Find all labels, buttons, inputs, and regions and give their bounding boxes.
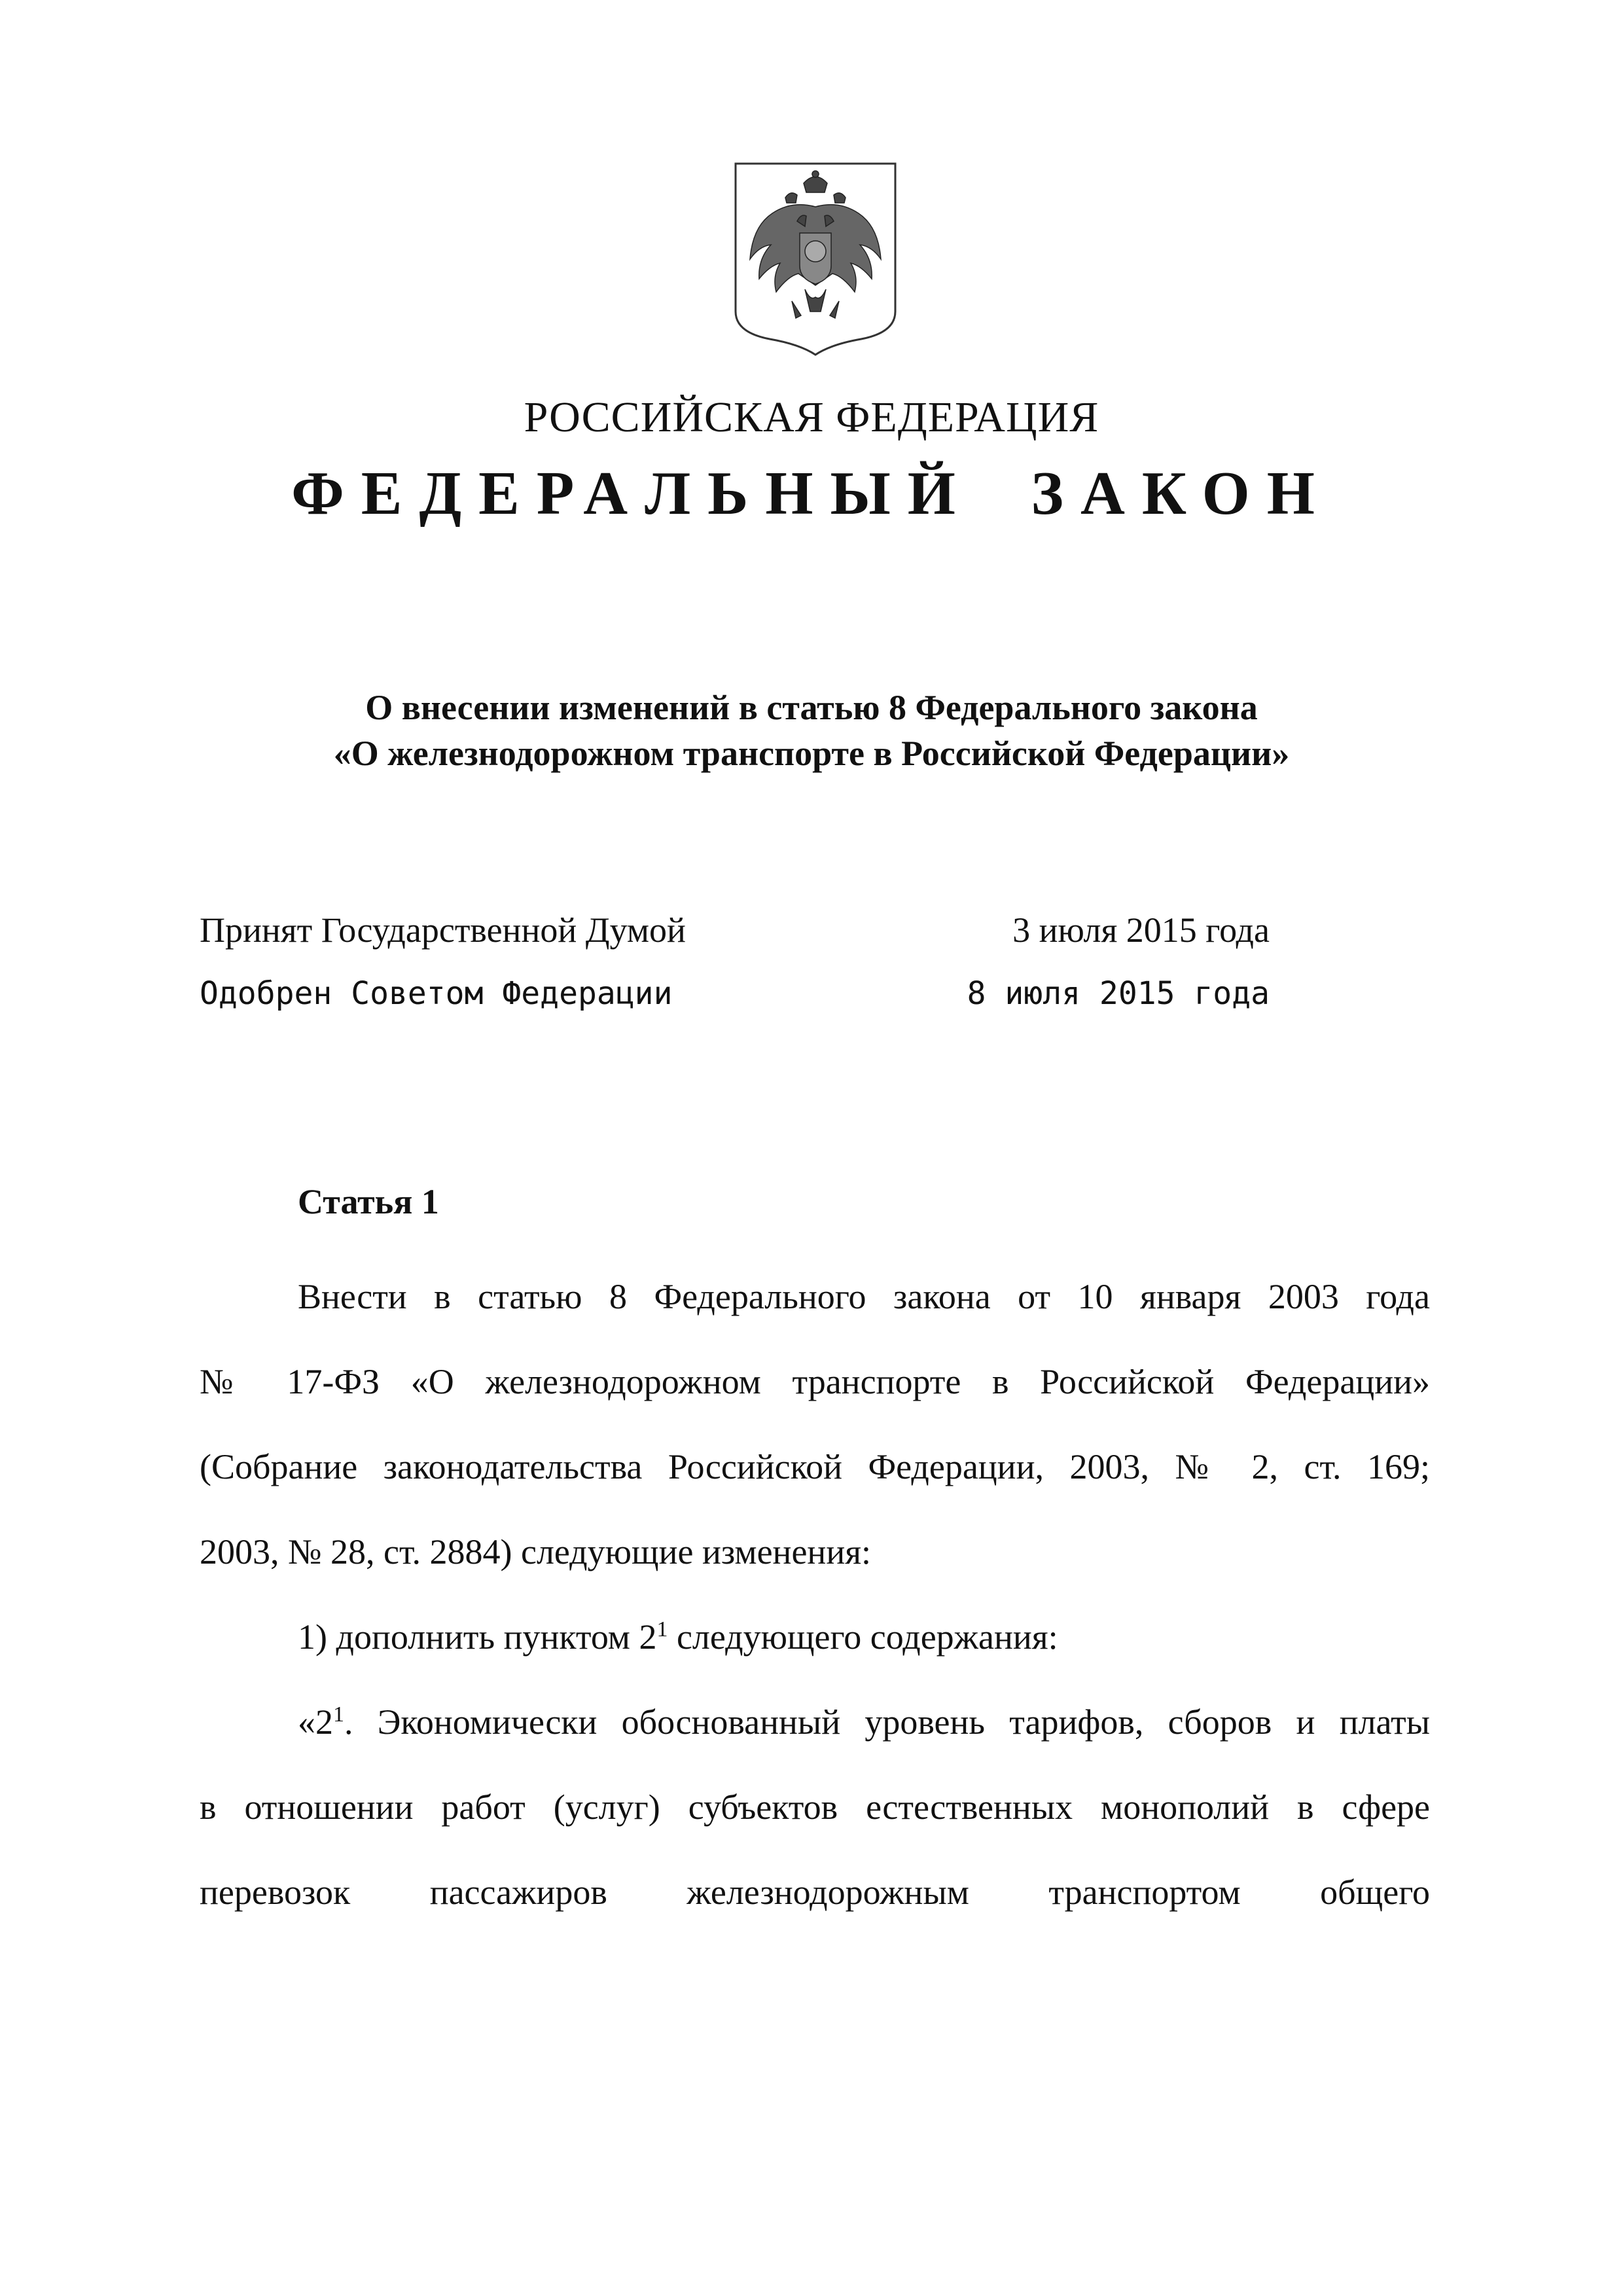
amendment-item-1: [298, 1617, 1058, 1657]
article-text-line: № 17-ФЗ «О железнодорожном транспорте в Российской Федерации»: [200, 1362, 1430, 1401]
article-title: Статья 1: [298, 1182, 439, 1221]
duma-adoption-date: 3 июля 2015 года: [1012, 910, 1270, 950]
superscript: 1: [656, 1617, 668, 1641]
document-type-heading: ФЕДЕРАЛЬНЫЙ ЗАКОН: [291, 459, 1332, 528]
article-text-line: Внести в статью 8 Федерального закона от 10 января 2003 года: [298, 1277, 1430, 1316]
law-title-line-2: «О железнодорожном транспорте в Российской Федерации»: [333, 734, 1290, 773]
council-approval-label: Одобрен Советом Федерации: [200, 975, 673, 1012]
quoted-paragraph-start: [298, 1702, 1430, 1742]
amendment-item-1-text-end: следующего содержания:: [668, 1617, 1058, 1657]
duma-adoption-label: Принят Государственной Думой: [200, 910, 686, 950]
country-heading: РОССИЙСКАЯ ФЕДЕРАЦИЯ: [524, 393, 1099, 441]
article-text-line: (Собрание законодательства Российской Федерации, 2003, № 2, ст. 169;: [200, 1447, 1430, 1486]
quote-text: . Экономически обоснованный уровень тарифов, сборов и платы: [344, 1702, 1430, 1742]
russian-coat-of-arms-icon: [733, 161, 898, 356]
article-text-line: перевозок пассажиров железнодорожным транспортом общего: [200, 1873, 1430, 1912]
council-approval-date: 8 июля 2015 года: [967, 975, 1270, 1012]
amendment-item-1-text: 1) дополнить пунктом 2: [298, 1617, 657, 1657]
superscript: 1: [333, 1702, 344, 1727]
article-text-line: в отношении работ (услуг) субъектов естественных монополий в сфере: [200, 1787, 1430, 1827]
law-title-line-1: О внесении изменений в статью 8 Федерального закона: [365, 688, 1258, 727]
article-text-line: 2003, № 28, ст. 2884) следующие изменения:: [200, 1532, 872, 1571]
quote-number: «2: [298, 1702, 333, 1742]
